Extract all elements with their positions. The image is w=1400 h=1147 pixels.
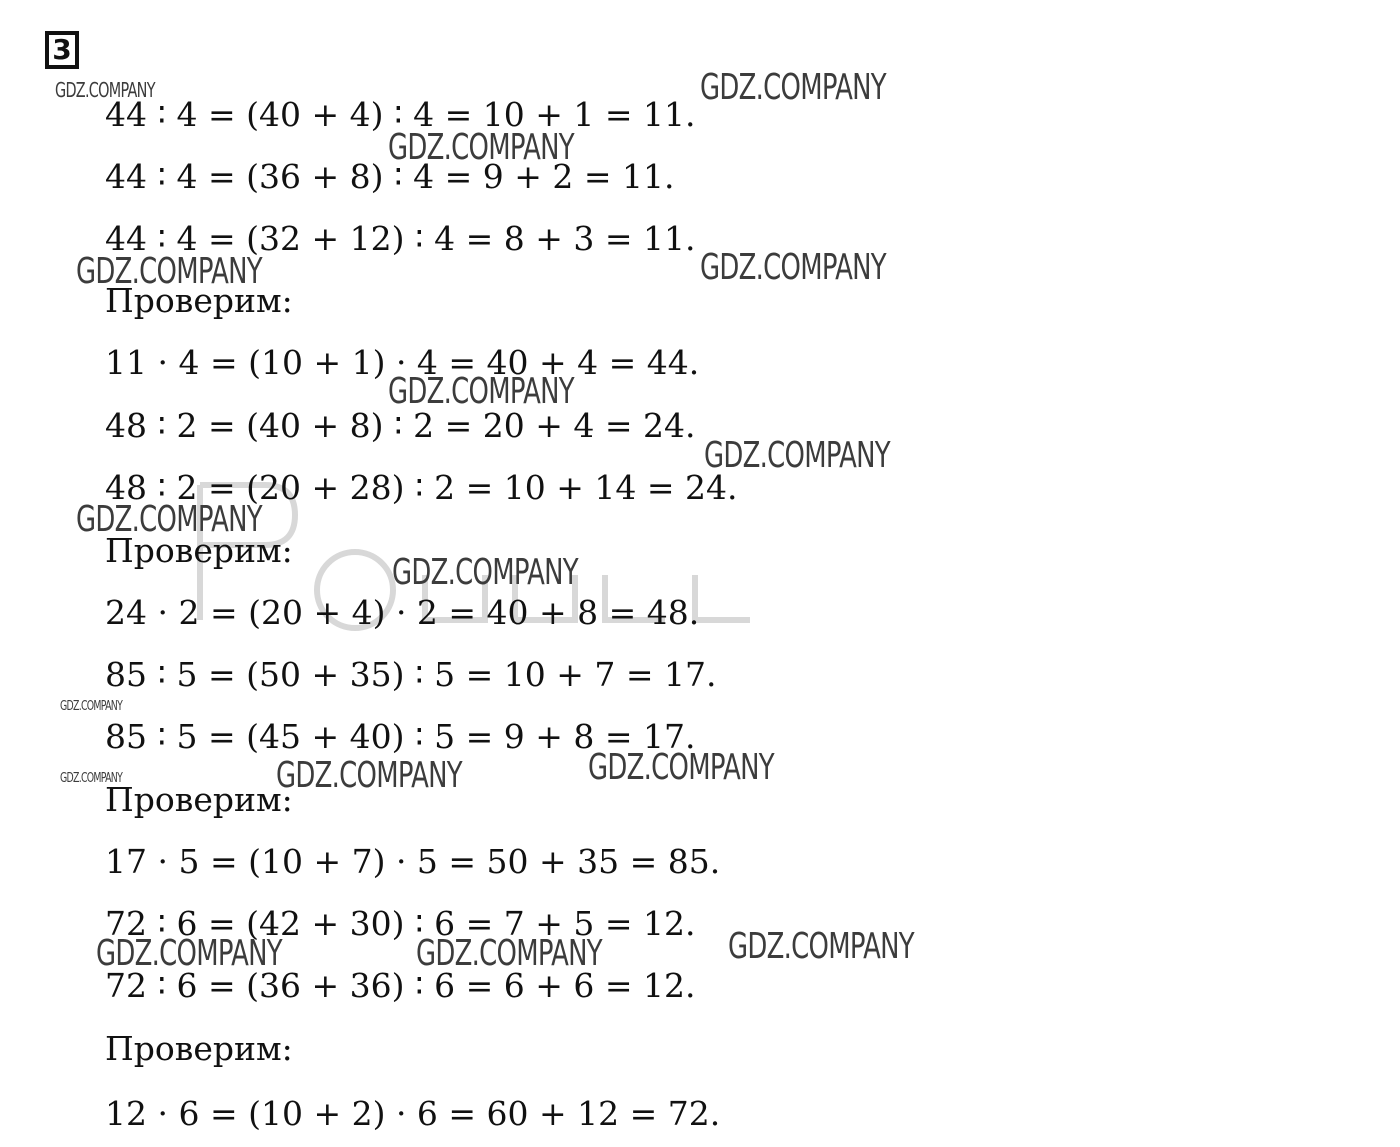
watermark-label: GDZ.COMPANY	[700, 247, 886, 288]
watermark-label: GDZ.COMPANY	[388, 127, 574, 168]
watermark-label: GDZ.COMPANY	[60, 771, 123, 786]
watermark-label: GDZ.COMPANY	[55, 78, 155, 102]
watermark-label: GDZ.COMPANY	[388, 371, 574, 412]
equation-line: 72 ∶ 6 = (42 + 30) ∶ 6 = 7 + 5 = 12.	[105, 904, 696, 943]
watermark-label: GDZ.COMPANY	[416, 933, 602, 974]
equation-line: 85 ∶ 5 = (45 + 40) ∶ 5 = 9 + 8 = 17.	[105, 717, 696, 756]
check-heading: Проверим:	[105, 281, 293, 320]
equation-line: 85 ∶ 5 = (50 + 35) ∶ 5 = 10 + 7 = 17.	[105, 655, 717, 694]
equation-line: 48 ∶ 2 = (20 + 28) ∶ 2 = 10 + 14 = 24.	[105, 468, 738, 507]
equation-line: 12 · 6 = (10 + 2) · 6 = 60 + 12 = 72.	[105, 1094, 721, 1133]
watermark-label: GDZ.COMPANY	[276, 755, 462, 796]
watermark-label: GDZ.COMPANY	[728, 926, 914, 967]
watermark-label: GDZ.COMPANY	[96, 933, 282, 974]
watermark-label: GDZ.COMPANY	[76, 251, 262, 292]
watermark-label: GDZ.COMPANY	[704, 435, 890, 476]
equation-line: 17 · 5 = (10 + 7) · 5 = 50 + 35 = 85.	[105, 842, 721, 881]
equation-line: 72 ∶ 6 = (36 + 36) ∶ 6 = 6 + 6 = 12.	[105, 966, 696, 1005]
watermark-label: GDZ.COMPANY	[588, 747, 774, 788]
equation-line: 11 · 4 = (10 + 1) · 4 = 40 + 4 = 44.	[105, 343, 700, 382]
equation-line: 44 ∶ 4 = (32 + 12) ∶ 4 = 8 + 3 = 11.	[105, 219, 696, 258]
check-heading: Проверим:	[105, 531, 293, 570]
equation-line: 44 ∶ 4 = (36 + 8) ∶ 4 = 9 + 2 = 11.	[105, 157, 675, 196]
equation-line: 24 · 2 = (20 + 4) · 2 = 40 + 8 = 48.	[105, 593, 700, 632]
equation-line: 48 ∶ 2 = (40 + 8) ∶ 2 = 20 + 4 = 24.	[105, 406, 696, 445]
task-number-badge: 3	[45, 31, 79, 69]
check-heading: Проверим:	[105, 1029, 293, 1068]
check-heading: Проверим:	[105, 780, 293, 819]
watermark-label: GDZ.COMPANY	[700, 67, 886, 108]
watermark-label: GDZ.COMPANY	[60, 699, 123, 714]
equation-line: 44 ∶ 4 = (40 + 4) ∶ 4 = 10 + 1 = 11.	[105, 95, 696, 134]
watermark-label: GDZ.COMPANY	[392, 552, 578, 593]
watermark-label: GDZ.COMPANY	[76, 499, 262, 540]
